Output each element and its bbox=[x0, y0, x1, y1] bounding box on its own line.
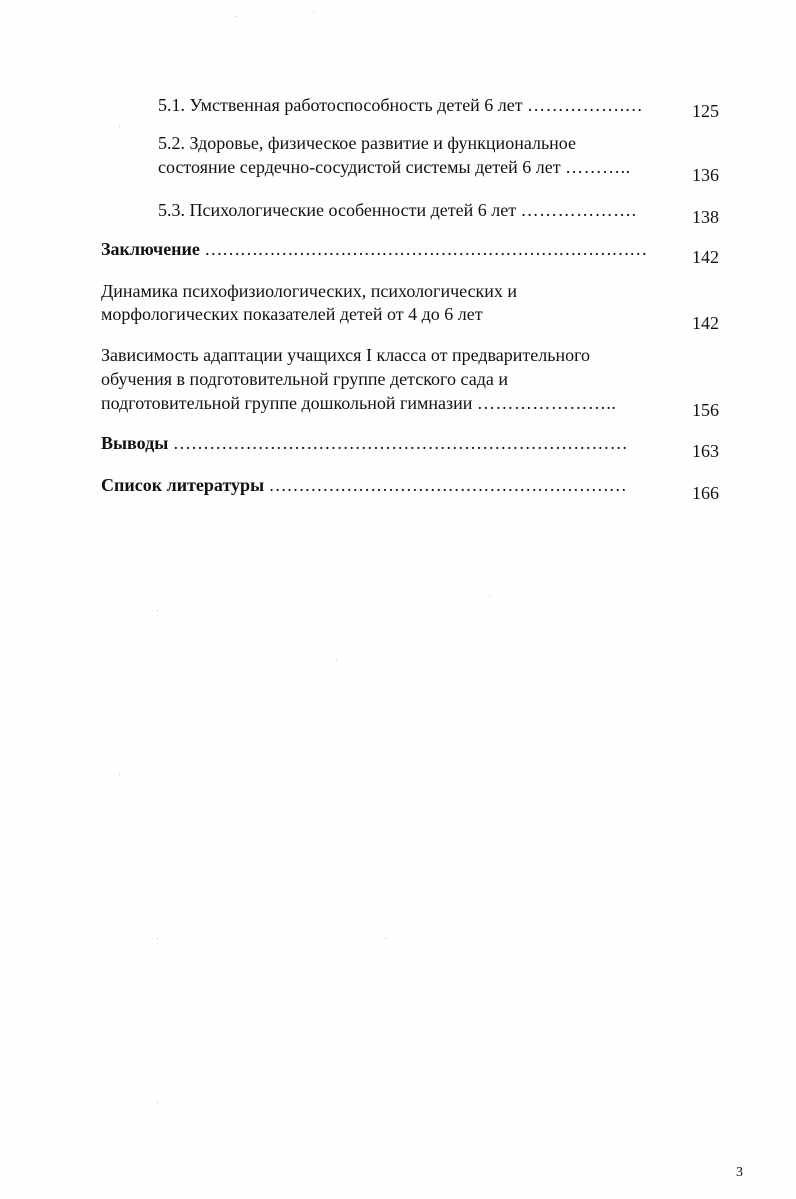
page-number: 3 bbox=[736, 1165, 743, 1180]
toc-entry-findings-page: 163 bbox=[692, 441, 719, 461]
toc-entry-findings-title: Выводы bbox=[101, 433, 173, 453]
toc-entry-conclusion-page: 142 bbox=[692, 247, 719, 267]
toc-entry-references-page: 166 bbox=[692, 483, 719, 503]
toc-entry-5-3-leader: ………………. bbox=[520, 200, 637, 220]
toc-entry-conclusion-title: Заключение bbox=[101, 239, 205, 259]
toc-entry-adaptation-title: подготовительной группе дошкольной гимназии bbox=[101, 393, 477, 413]
toc-entry-findings-leader: ………………………………………………………………… bbox=[172, 433, 628, 453]
scan-speck bbox=[236, 16, 237, 17]
scan-speck bbox=[157, 610, 158, 611]
toc-entry-conclusion bbox=[101, 238, 647, 260]
toc-entry-5-1-title: 5.1. Умственная работоспособность детей 6 лет bbox=[158, 95, 528, 115]
toc-entry-adaptation-leader: ………………….. bbox=[476, 393, 617, 413]
scan-speck bbox=[119, 126, 120, 127]
toc-entry-5-2-line1: 5.2. Здоровье, физическое развитие и функциональное bbox=[158, 133, 577, 153]
toc-entry-5-3 bbox=[158, 199, 637, 221]
scan-speck bbox=[313, 12, 314, 13]
scan-speck bbox=[385, 938, 386, 939]
toc-entry-findings bbox=[101, 432, 628, 454]
scan-speck bbox=[336, 660, 337, 661]
toc-entry-5-1 bbox=[158, 94, 643, 116]
toc-entry-references-title: Список литературы bbox=[101, 475, 269, 495]
toc-entry-5-1-page: 125 bbox=[692, 101, 719, 121]
toc-entry-adaptation-line1: Зависимость адаптации учащихся I класса от предварительного bbox=[101, 345, 591, 365]
toc-entry-references-leader: …………………………………………………… bbox=[268, 475, 627, 495]
toc-entry-5-1-leader: …………….… bbox=[527, 95, 644, 115]
toc-entry-5-2-title: состояние сердечно-сосудистой системы детей 6 лет bbox=[158, 157, 566, 177]
toc-entry-references bbox=[101, 474, 627, 496]
scan-speck bbox=[157, 938, 158, 939]
toc-entry-dynamics-page: 142 bbox=[692, 313, 719, 333]
toc-entry-5-3-page: 138 bbox=[692, 207, 719, 227]
scan-speck bbox=[119, 774, 120, 775]
toc-entry-adaptation-line2: обучения в подготовительной группе детского сада и bbox=[101, 369, 508, 389]
toc-entry-adaptation-line3 bbox=[101, 392, 616, 414]
toc-entry-dynamics-line2: морфологических показателей детей от 4 до 6 лет bbox=[101, 304, 483, 324]
scan-speck bbox=[489, 596, 490, 597]
toc-entry-5-2-line2 bbox=[158, 156, 631, 178]
toc-entry-dynamics-line1: Динамика психофизиологических, психологических и bbox=[101, 281, 518, 301]
toc-entry-5-2-page: 136 bbox=[692, 165, 719, 185]
toc-entry-5-2-leader: ……….. bbox=[565, 157, 631, 177]
scan-speck bbox=[157, 1102, 158, 1103]
toc-entry-adaptation-page: 156 bbox=[692, 400, 719, 420]
toc-entry-5-3-title: 5.3. Психологические особенности детей 6 лет bbox=[158, 200, 521, 220]
toc-entry-conclusion-leader: ………………………………………………………………… bbox=[204, 239, 647, 259]
